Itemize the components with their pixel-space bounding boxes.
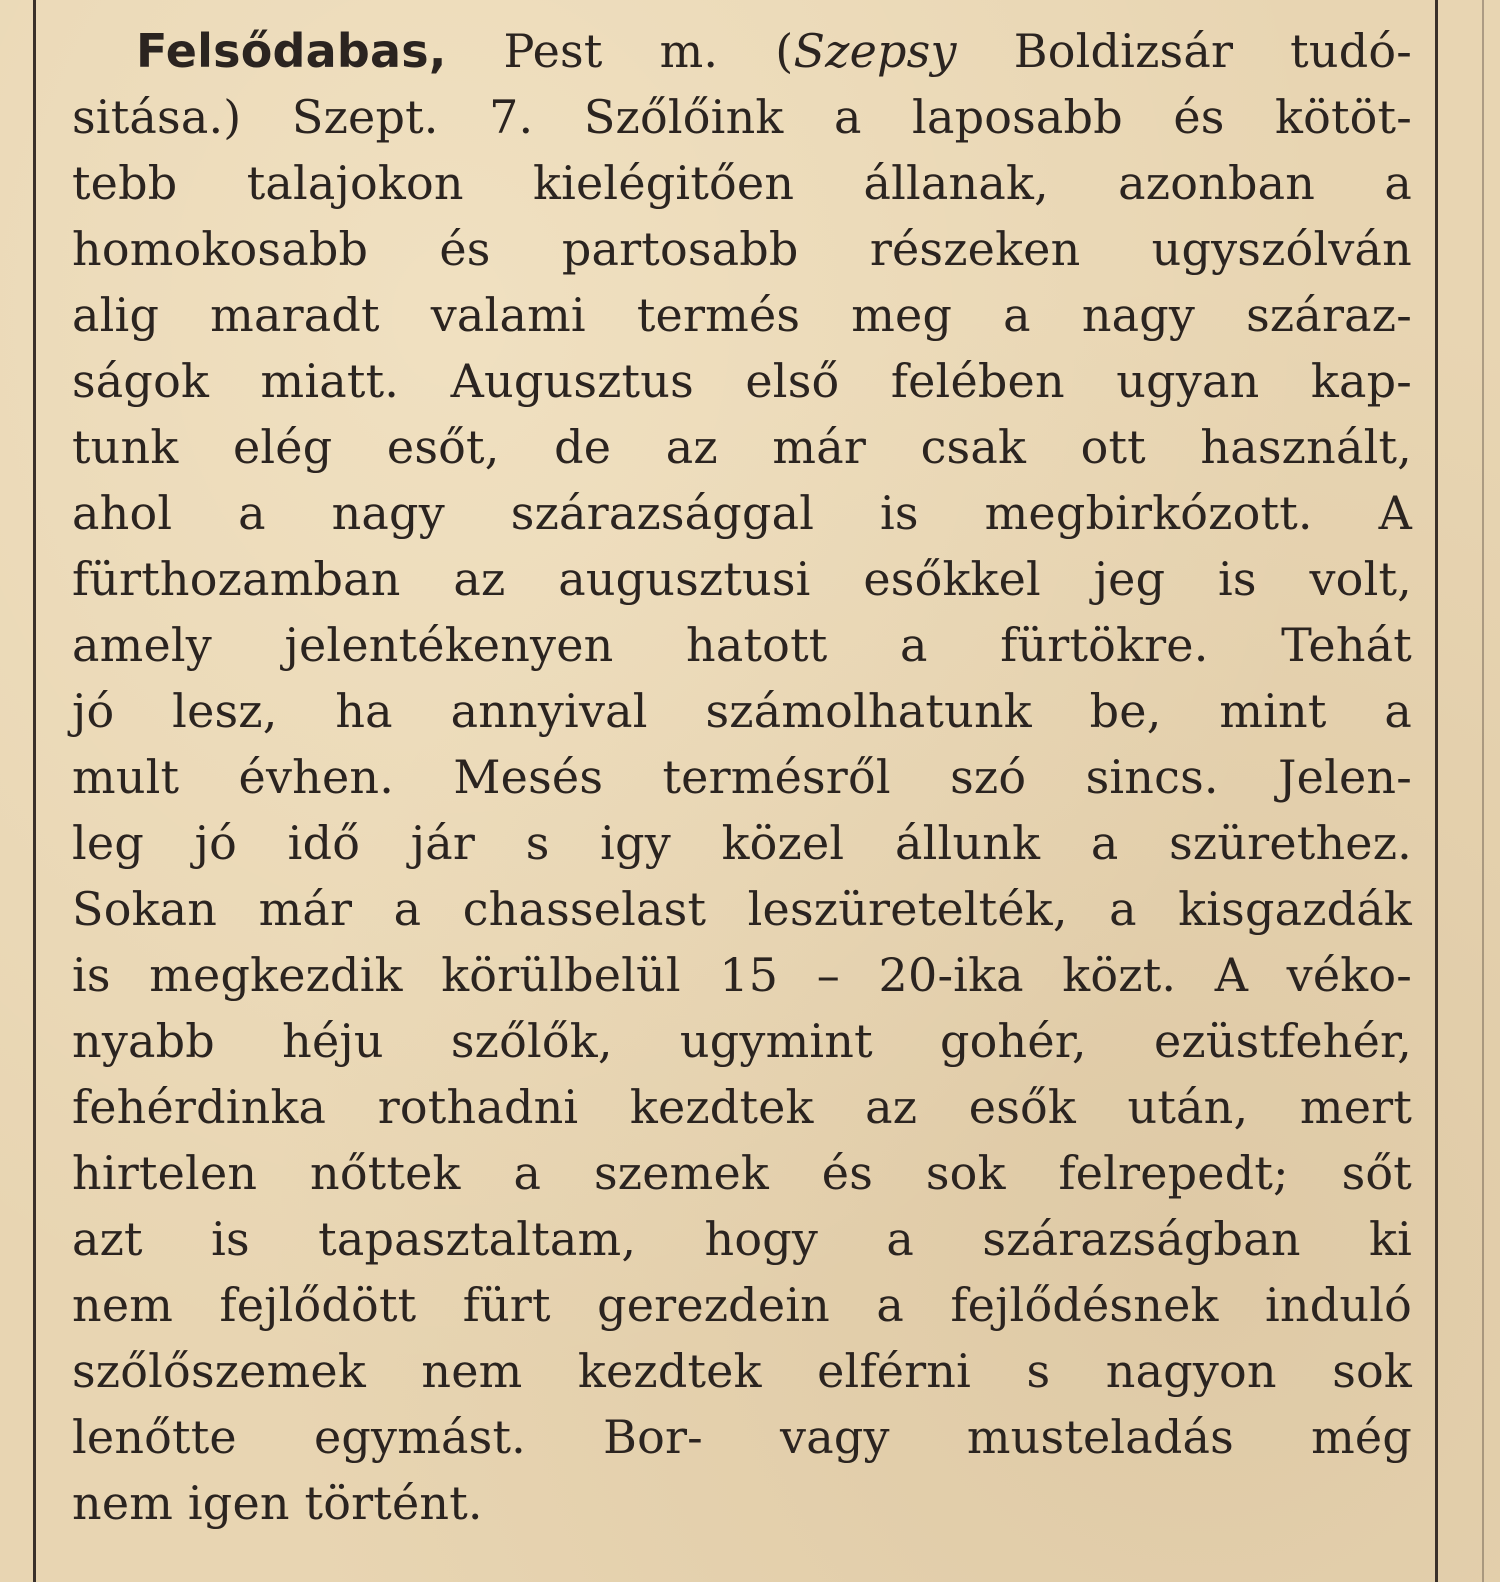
article-line: homokosabb és partosabb részeken ugyszólván: [72, 222, 1412, 276]
article-line: nyabb héju szőlők, ugymint gohér, ezüstfehér,: [72, 1014, 1412, 1068]
article-body: [72, 18, 1412, 1536]
article-line: hirtelen nőttek a szemek és sok felrepedt; sőt: [72, 1146, 1412, 1200]
article-line: ahol a nagy szárazsággal is megbirkózott. A: [72, 486, 1412, 540]
article-line-last: nem igen történt.: [72, 1476, 483, 1530]
correspondent-name: Szepsy: [793, 24, 957, 78]
article-line: szőlőszemek nem kezdtek elférni s nagyon sok: [72, 1344, 1412, 1398]
article-line: fürthozamban az augusztusi esőkkel jeg is volt,: [72, 552, 1412, 606]
article-line: fehérdinka rothadni kezdtek az esők után, mert: [72, 1080, 1412, 1134]
column-rule-right: [1435, 0, 1438, 1582]
article-line: amely jelentékenyen hatott a fürtökre. Tehát: [72, 618, 1412, 672]
article-text: Boldizsár tudó-: [956, 24, 1412, 78]
adjacent-column-edge: [1482, 0, 1484, 1582]
article-line: nem fejlődött fürt gerezdein a fejlődésnek induló: [72, 1278, 1412, 1332]
article-line: sitása.) Szept. 7. Szőlőink a laposabb és kötöt-: [72, 90, 1412, 144]
article-line: ságok miatt. Augusztus első felében ugyan kap-: [72, 354, 1412, 408]
column-rule-left: [33, 0, 36, 1582]
article-line: alig maradt valami termés meg a nagy száraz-: [72, 288, 1412, 342]
article-line: tunk elég esőt, de az már csak ott használt,: [72, 420, 1412, 474]
article-text: Pest m. (: [446, 24, 794, 78]
article-line: Sokan már a chasselast leszüretelték, a kisgazdák: [72, 882, 1412, 936]
article-line: mult évhen. Mesés termésről szó sincs. Jelen-: [72, 750, 1412, 804]
article-line: [72, 18, 1412, 84]
article-line: is megkezdik körülbelül 15 – 20-ika közt. A véko-: [72, 948, 1412, 1002]
article-heading: Felsődabas,: [136, 24, 447, 78]
article-line: tebb talajokon kielégitően állanak, azonban a: [72, 156, 1412, 210]
article-line: leg jó idő jár s igy közel állunk a szürethez.: [72, 816, 1412, 870]
article-line: lenőtte egymást. Bor- vagy musteladás még: [72, 1410, 1412, 1464]
article-line: azt is tapasztaltam, hogy a szárazságban ki: [72, 1212, 1412, 1266]
article-line: jó lesz, ha annyival számolhatunk be, mint a: [72, 684, 1412, 738]
